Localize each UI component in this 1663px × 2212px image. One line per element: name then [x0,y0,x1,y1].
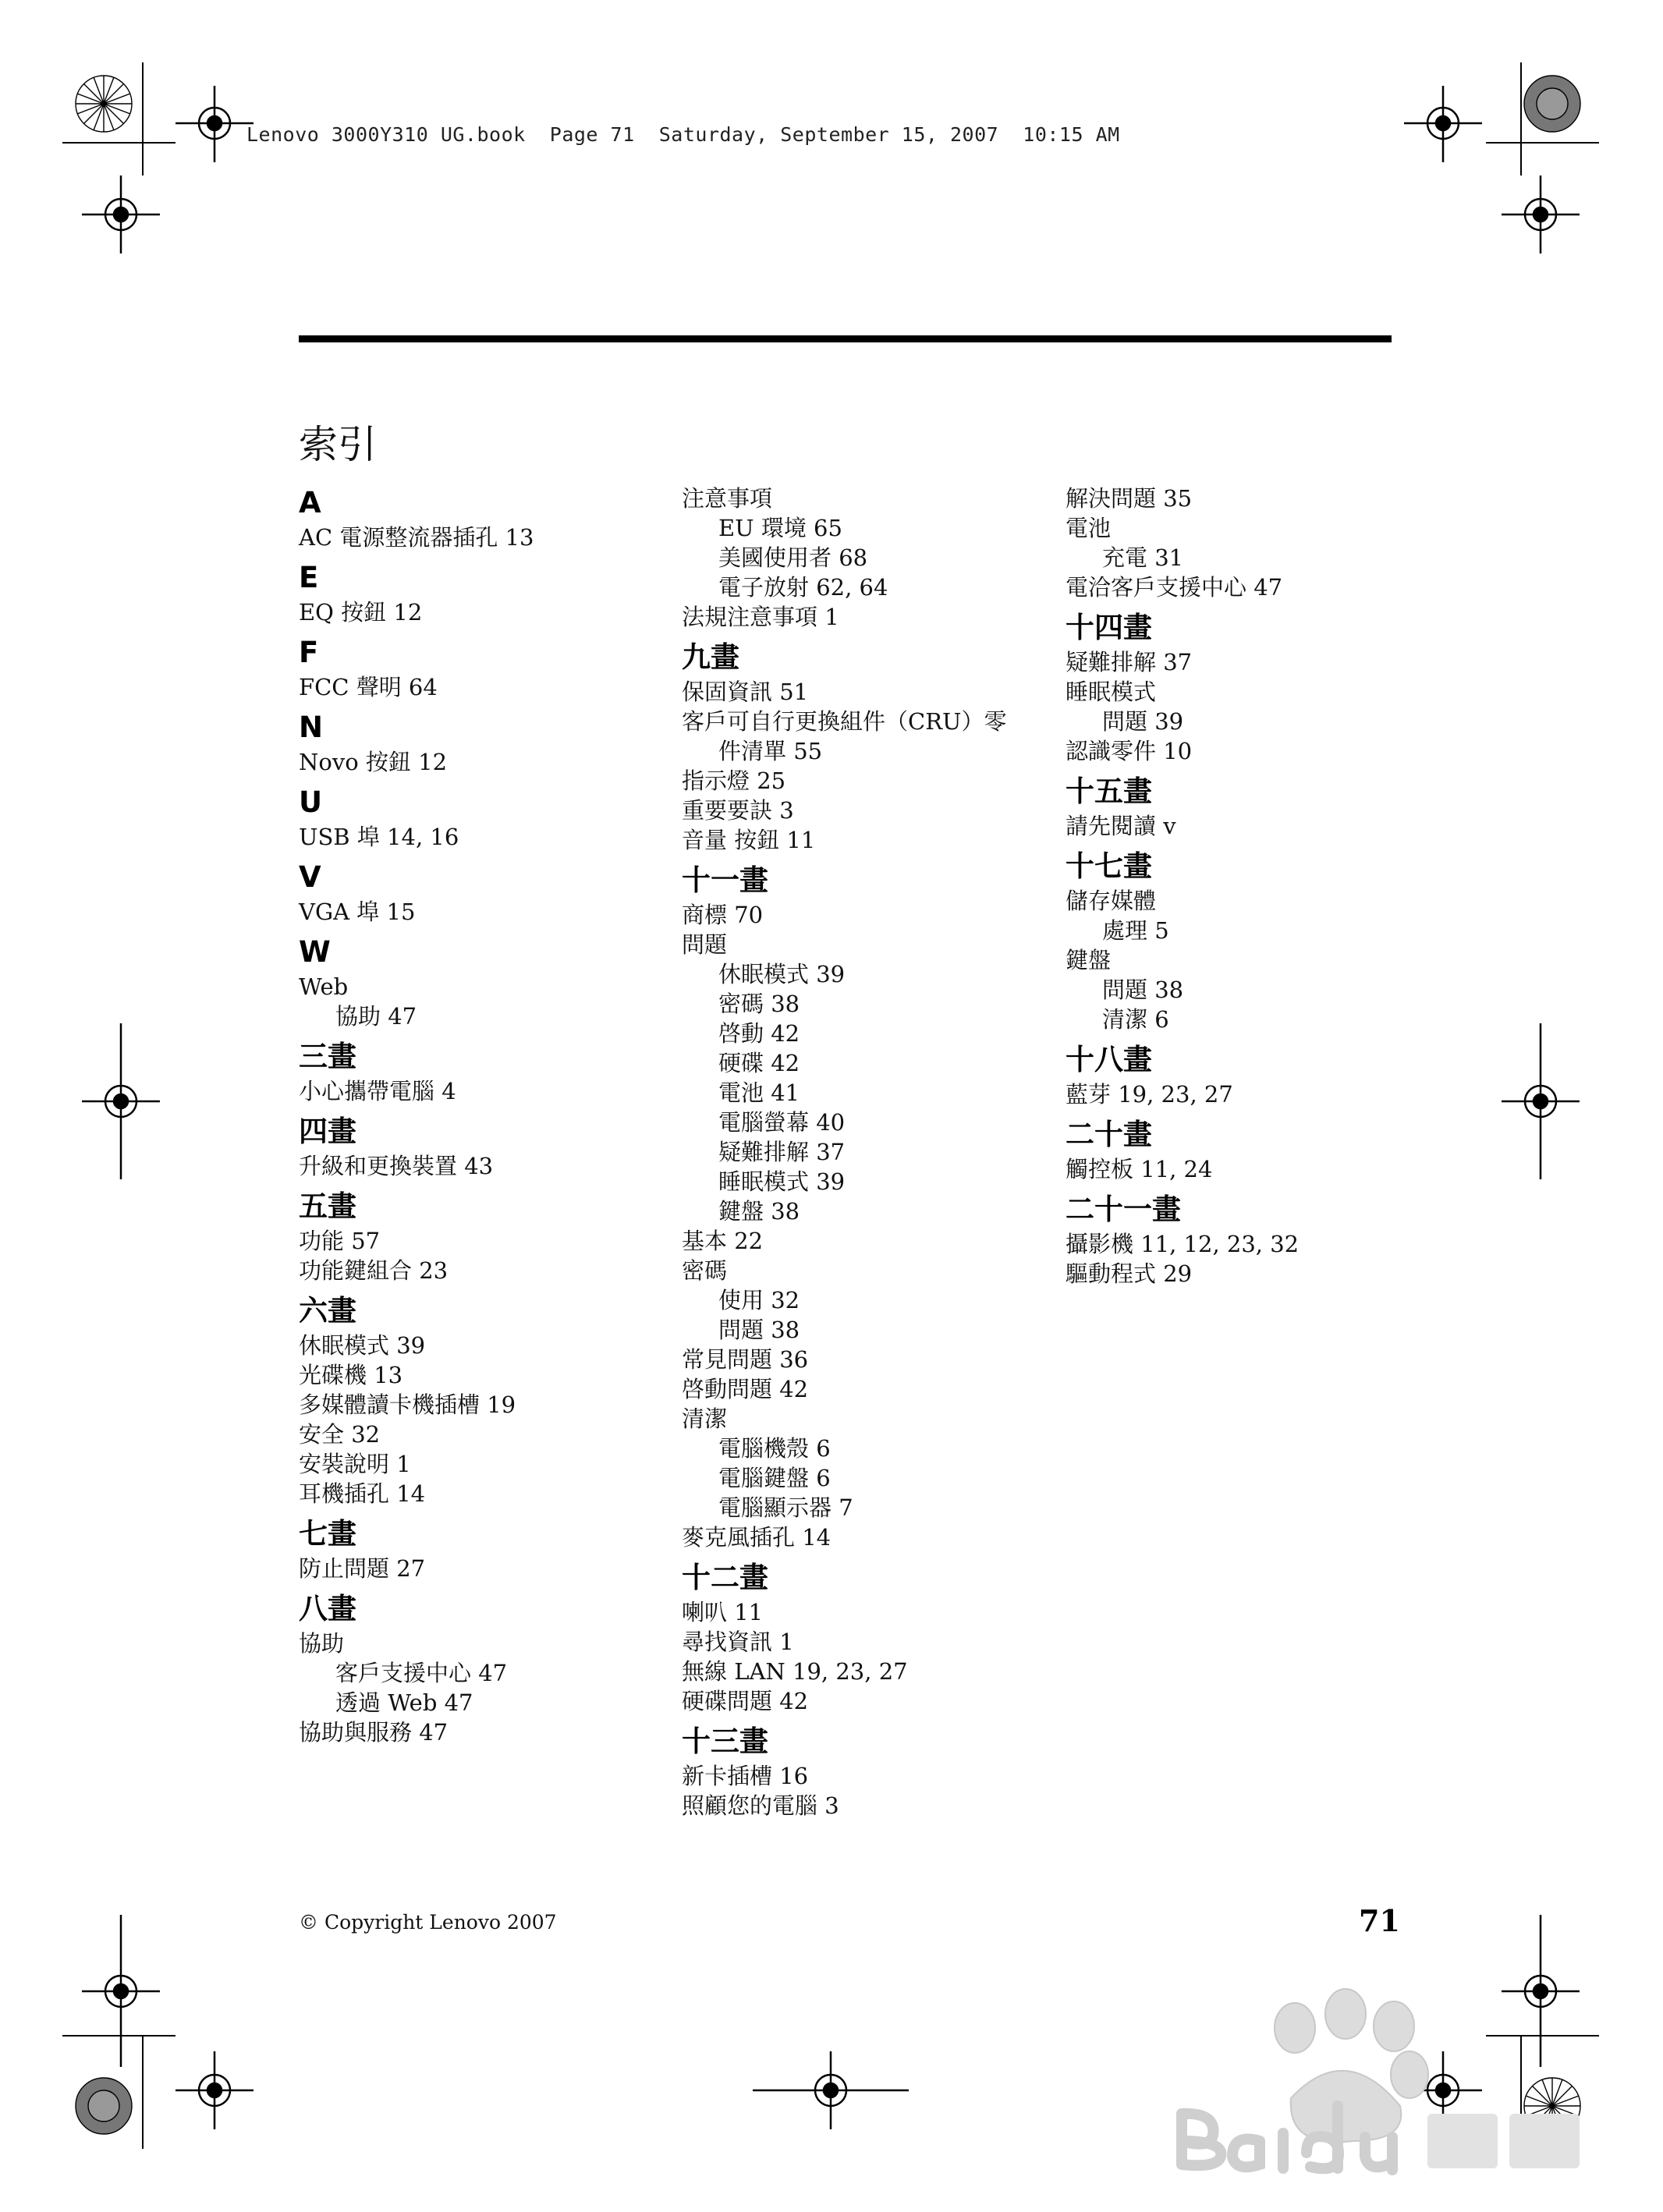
index-entry: 啓動問題 42 [682,1376,809,1402]
index-entry: 請先閱讀 v [1066,813,1176,839]
index-entry: 協助 [299,1630,345,1657]
index-subentry: 透過 Web 47 [335,1689,473,1716]
index-group [682,484,1048,632]
index-entry: 無線 LAN 19, 23, 27 [682,1658,908,1685]
index-subentry: 問題 38 [1102,977,1184,1003]
index-subentry: 充電 31 [1102,544,1184,571]
index-entry: 基本 22 [682,1228,764,1254]
index-entry: 常見問題 36 [682,1346,809,1373]
index-subentry: 電腦螢幕 40 [718,1109,846,1136]
index-entry: 多媒體讀卡機插槽 19 [299,1391,516,1418]
index-entry: 防止問題 27 [299,1555,426,1582]
index-entry: 疑難排解 37 [1066,649,1193,675]
index-group-heading: 九畫 [682,640,739,674]
index-subentry: EU 環境 65 [718,515,842,541]
index-entry: 麥克風插孔 14 [682,1524,832,1551]
index-entry: 安全 32 [299,1421,381,1448]
index-entry: 商標 70 [682,902,764,928]
index-entry: 鍵盤 [1066,947,1112,973]
index-entry: 電洽客戶支援中心 47 [1066,574,1283,601]
index-entry: 照顧您的電腦 3 [682,1792,839,1819]
index-entry: 功能鍵組合 23 [299,1257,449,1284]
index-group [299,558,665,627]
index-subentry: 問題 38 [718,1317,800,1343]
index-group-heading: 二十畫 [1066,1118,1152,1151]
index-column-2 [682,484,1048,1820]
index-group [1066,1115,1432,1184]
index-subentry: 使用 32 [718,1287,800,1313]
index-subentry: 美國使用者 68 [718,544,868,571]
index-entry: 喇叭 11 [682,1599,764,1625]
index-group [299,1590,665,1747]
index-group [682,1722,1048,1820]
index-subentry: 睡眠模式 39 [718,1168,846,1195]
index-subentry: 啓動 42 [718,1020,800,1047]
index-entry: 儲存媒體 [1066,888,1157,914]
index-group-heading: 二十一畫 [1066,1193,1181,1226]
index-entry: 注意事項 [682,485,773,512]
index-entry: 密碼 [682,1257,728,1284]
index-subentry: 處理 5 [1102,917,1169,944]
index-subentry: 件清單 55 [718,738,823,764]
index-group [299,858,665,927]
index-group-heading: 十二畫 [682,1561,768,1594]
index-group-heading: N [299,711,323,744]
index-entry: 保固資訊 51 [682,679,809,705]
index-entry: Novo 按鈕 12 [299,749,448,775]
index-group-heading: 十五畫 [1066,775,1152,808]
index-column-1 [299,484,665,1747]
index-entry: 小心攜帶電腦 4 [299,1078,456,1104]
index-group [299,1515,665,1583]
index-subentry: 疑難排解 37 [718,1139,846,1165]
index-group-heading: F [299,636,319,669]
index-group [1066,484,1432,602]
index-group [682,861,1048,1552]
index-entry: 睡眠模式 [1066,679,1157,705]
index-entry: 藍芽 19, 23, 27 [1066,1081,1233,1108]
page-number: 71 [1359,1903,1400,1938]
top-rule [299,335,1392,342]
index-entry: 功能 57 [299,1228,381,1254]
index-entry: 觸控板 11, 24 [1066,1156,1213,1182]
index-group-heading: V [299,860,321,894]
index-entry: 光碟機 13 [299,1362,403,1388]
index-subentry: 硬碟 42 [718,1050,800,1076]
index-group [1066,1190,1432,1289]
index-group [682,638,1048,855]
index-group [682,1558,1048,1716]
index-group [299,708,665,777]
index-group [299,1037,665,1106]
index-column-3 [1066,484,1432,1289]
index-entry: 解決問題 35 [1066,485,1193,512]
index-entry: AC 電源整流器插孔 13 [299,524,534,551]
index-entry: VGA 埠 15 [299,899,416,925]
index-group-heading: W [299,935,331,969]
index-entry: 新卡插槽 16 [682,1763,809,1789]
index-subentry: 鍵盤 38 [718,1198,800,1225]
index-entry: EQ 按鈕 12 [299,599,423,626]
index-subentry: 休眠模式 39 [718,961,846,987]
index-group-heading: E [299,561,319,594]
index-group-heading: 十一畫 [682,863,768,897]
index-entry: 認識零件 10 [1066,738,1193,764]
copyright-notice: © Copyright Lenovo 2007 [299,1911,557,1934]
index-group [1066,772,1432,841]
index-subentry: 電腦機殼 6 [718,1435,831,1462]
print-header-line: Lenovo 3000Y310 UG.book Page 71 Saturday, September 15, 2007 10:15 AM [246,123,1120,146]
index-entry: 問題 [682,931,728,958]
index-subentry: 問題 39 [1102,708,1184,735]
index-entry: 休眠模式 39 [299,1332,426,1359]
index-entry: 音量 按鈕 11 [682,827,816,853]
index-group-heading: U [299,785,323,819]
index-entry: 尋找資訊 1 [682,1629,794,1655]
index-entry: FCC 聲明 64 [299,674,438,700]
index-group [1066,847,1432,1034]
index-group-heading: 十四畫 [1066,611,1152,644]
index-group-heading: A [299,486,321,519]
index-entry: 攝影機 11, 12, 23, 32 [1066,1231,1300,1257]
index-entry: 硬碟問題 42 [682,1688,809,1714]
index-entry: 協助與服務 47 [299,1719,449,1746]
index-subentry: 密碼 38 [718,991,800,1017]
index-entry: Web [299,973,349,1000]
index-group-heading: 四畫 [299,1115,356,1148]
index-group-heading: 五畫 [299,1189,356,1223]
index-group-heading: 八畫 [299,1592,356,1625]
index-entry: USB 埠 14, 16 [299,824,459,850]
index-group [299,633,665,702]
index-group-heading: 十七畫 [1066,849,1152,883]
index-entry: 驅動程式 29 [1066,1260,1193,1287]
index-subentry: 清潔 6 [1102,1006,1169,1033]
index-entry: 安裝說明 1 [299,1451,411,1477]
index-group-heading: 三畫 [299,1040,356,1073]
index-entry: 指示燈 25 [682,767,786,794]
index-entry: 法規注意事項 1 [682,604,839,630]
index-subentry: 協助 47 [335,1003,417,1030]
index-group [1066,608,1432,766]
index-group-heading: 十八畫 [1066,1043,1152,1076]
index-group [299,783,665,852]
index-group [299,1292,665,1508]
index-subentry: 客戶支援中心 47 [335,1660,508,1686]
baidu-jingyan-watermark-logo [1158,1981,1658,2207]
index-group [299,1112,665,1181]
index-entry: 清潔 [682,1406,728,1432]
index-entry: 電池 [1066,515,1112,541]
index-group-heading: 十三畫 [682,1725,768,1758]
index-entry: 客戶可自行更換組件（CRU）零 [682,708,1007,735]
index-group [299,933,665,1031]
index-subentry: 電腦顯示器 7 [718,1494,853,1521]
index-entry: 重要要訣 3 [682,797,794,824]
index-entry: 耳機插孔 14 [299,1480,426,1507]
index-subentry: 電池 41 [718,1079,800,1106]
index-group [1066,1040,1432,1109]
index-group-heading: 六畫 [299,1294,356,1328]
index-subentry: 電子放射 62, 64 [718,574,888,601]
index-group-heading: 七畫 [299,1517,356,1551]
index-entry: 升級和更換裝置 43 [299,1153,494,1179]
page-title: 索引 [299,422,377,467]
index-group [299,484,665,552]
index-group [299,1187,665,1285]
index-subentry: 電腦鍵盤 6 [718,1465,831,1491]
